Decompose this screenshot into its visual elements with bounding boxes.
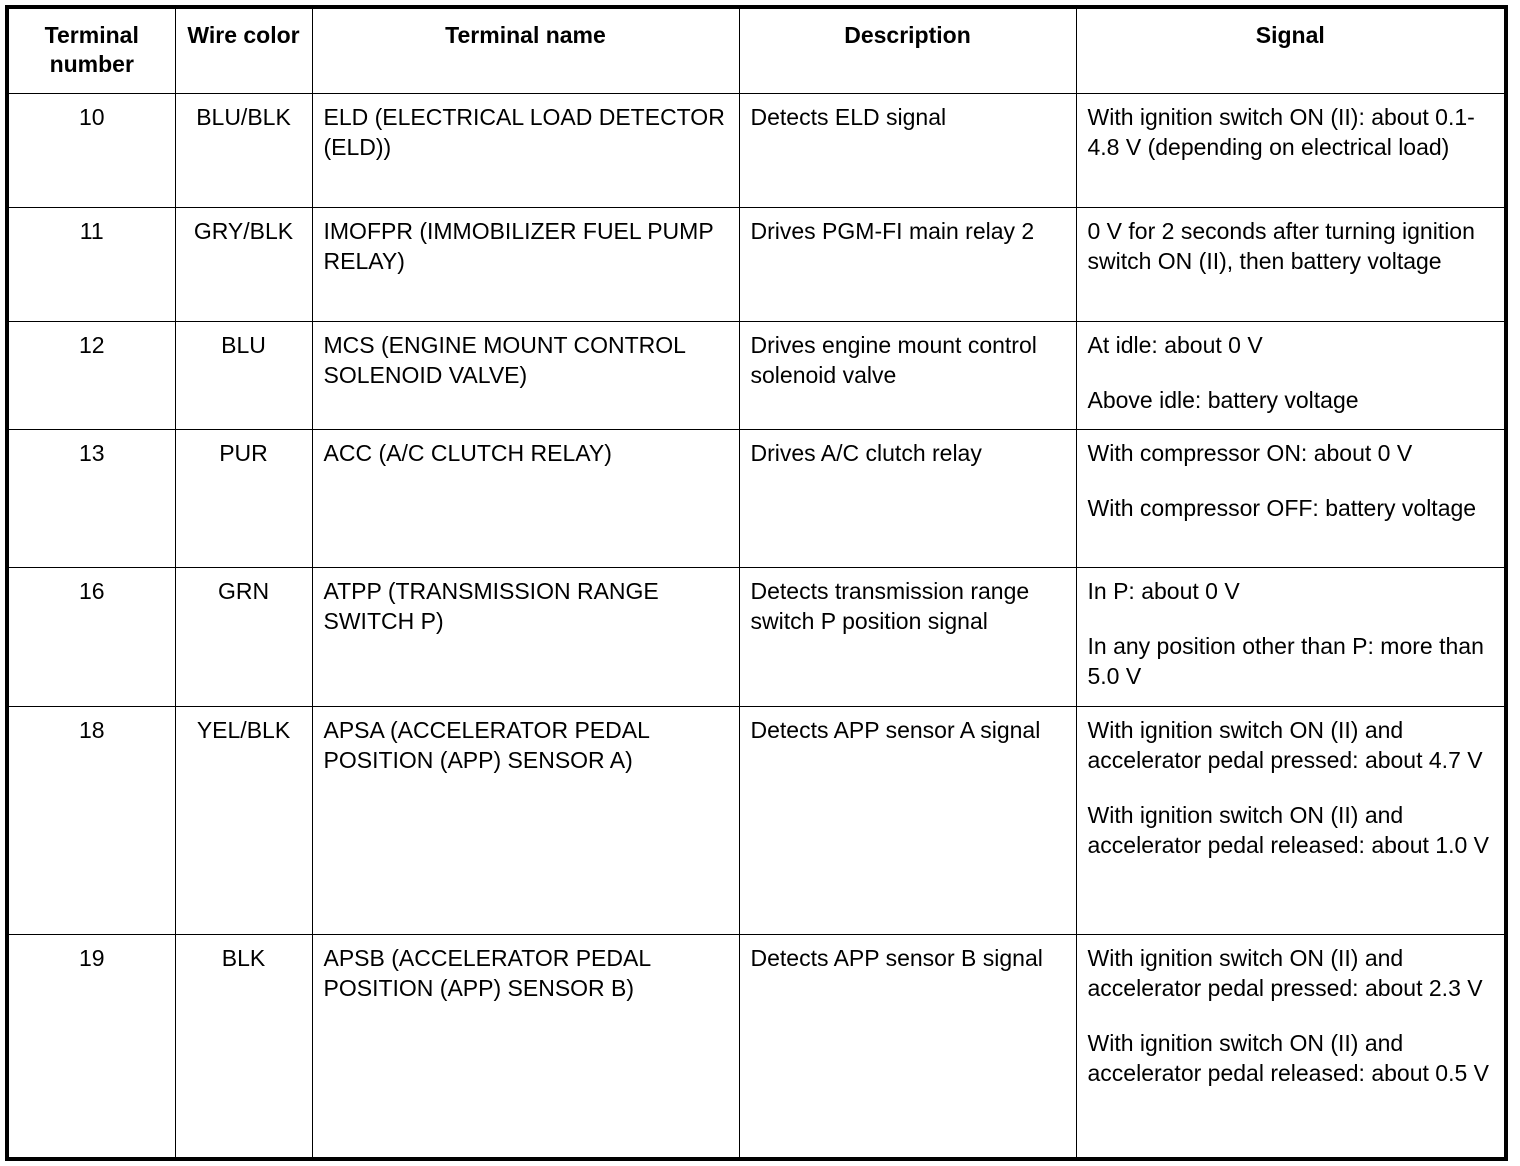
- table-row: [9, 567, 1504, 706]
- wire-color-cell: GRY/BLK: [175, 207, 312, 321]
- signal-text: With ignition switch ON (II) and accelerator pedal pressed: about 4.7 V: [1087, 716, 1483, 773]
- terminal-name-cell: APSA (ACCELERATOR PEDAL POSITION (APP) SENSOR A): [312, 706, 739, 934]
- description-cell: Detects APP sensor A signal: [739, 706, 1076, 934]
- signal-text: With ignition switch ON (II) and accelerator pedal released: about 0.5 V: [1087, 1029, 1489, 1086]
- wire-color-cell: GRN: [175, 567, 312, 706]
- signal-cell: [1076, 567, 1504, 706]
- description-cell: Drives PGM-FI main relay 2: [739, 207, 1076, 321]
- wire-color-cell: BLK: [175, 934, 312, 1161]
- terminal-number-cell: 16: [9, 567, 175, 706]
- table-row: [9, 706, 1504, 934]
- signal-cell: [1076, 321, 1504, 429]
- description-cell: Drives A/C clutch relay: [739, 429, 1076, 567]
- terminal-name-cell: ELD (ELECTRICAL LOAD DETECTOR (ELD)): [312, 93, 739, 207]
- terminal-name-cell: ATPP (TRANSMISSION RANGE SWITCH P): [312, 567, 739, 706]
- signal-text: At idle: about 0 V: [1087, 331, 1263, 358]
- wire-color-cell: BLU: [175, 321, 312, 429]
- terminal-number-cell: 18: [9, 706, 175, 934]
- signal-text: With compressor ON: about 0 V: [1087, 439, 1413, 466]
- terminal-number-cell: 10: [9, 93, 175, 207]
- terminal-table: [9, 9, 1504, 1161]
- signal-text: With compressor OFF: battery voltage: [1087, 494, 1477, 521]
- signal-cell: [1076, 207, 1504, 321]
- signal-text: With ignition switch ON (II) and accelerator pedal pressed: about 2.3 V: [1087, 944, 1483, 1001]
- wire-color-cell: BLU/BLK: [175, 93, 312, 207]
- table-row: [9, 207, 1504, 321]
- header-terminal-name: Terminal name: [312, 9, 739, 93]
- terminal-name-cell: APSB (ACCELERATOR PEDAL POSITION (APP) SENSOR B): [312, 934, 739, 1161]
- description-cell: Detects APP sensor B signal: [739, 934, 1076, 1161]
- signal-text: In P: about 0 V: [1087, 577, 1240, 604]
- header-signal: Signal: [1076, 9, 1504, 93]
- description-cell: Detects transmission range switch P position signal: [739, 567, 1076, 706]
- signal-cell: [1076, 93, 1504, 207]
- table-row: [9, 321, 1504, 429]
- header-description: Description: [739, 9, 1076, 93]
- terminal-number-cell: 19: [9, 934, 175, 1161]
- wire-color-cell: YEL/BLK: [175, 706, 312, 934]
- wire-color-cell: PUR: [175, 429, 312, 567]
- terminal-number-cell: 13: [9, 429, 175, 567]
- table-row: [9, 429, 1504, 567]
- terminal-name-cell: ACC (A/C CLUTCH RELAY): [312, 429, 739, 567]
- signal-text: With ignition switch ON (II): about 0.1-4.8 V (depending on electrical load): [1087, 103, 1475, 160]
- signal-cell: [1076, 706, 1504, 934]
- description-cell: Detects ELD signal: [739, 93, 1076, 207]
- description-cell: Drives engine mount control solenoid valve: [739, 321, 1076, 429]
- terminal-name-cell: MCS (ENGINE MOUNT CONTROL SOLENOID VALVE): [312, 321, 739, 429]
- table-row: [9, 93, 1504, 207]
- signal-text: With ignition switch ON (II) and accelerator pedal released: about 1.0 V: [1087, 801, 1489, 858]
- table-row: [9, 934, 1504, 1161]
- signal-cell: [1076, 429, 1504, 567]
- header-terminal-number: Terminal number: [9, 9, 175, 93]
- terminal-number-cell: 12: [9, 321, 175, 429]
- signal-text: In any position other than P: more than 5.0 V: [1087, 632, 1484, 689]
- terminal-name-cell: IMOFPR (IMMOBILIZER FUEL PUMP RELAY): [312, 207, 739, 321]
- header-row: [9, 9, 1504, 93]
- signal-text: Above idle: battery voltage: [1087, 386, 1359, 413]
- terminal-table-container: [5, 5, 1508, 1161]
- terminal-number-cell: 11: [9, 207, 175, 321]
- signal-text: 0 V for 2 seconds after turning ignition switch ON (II), then battery voltage: [1087, 217, 1475, 274]
- signal-cell: [1076, 934, 1504, 1161]
- header-wire-color: Wire color: [175, 9, 312, 93]
